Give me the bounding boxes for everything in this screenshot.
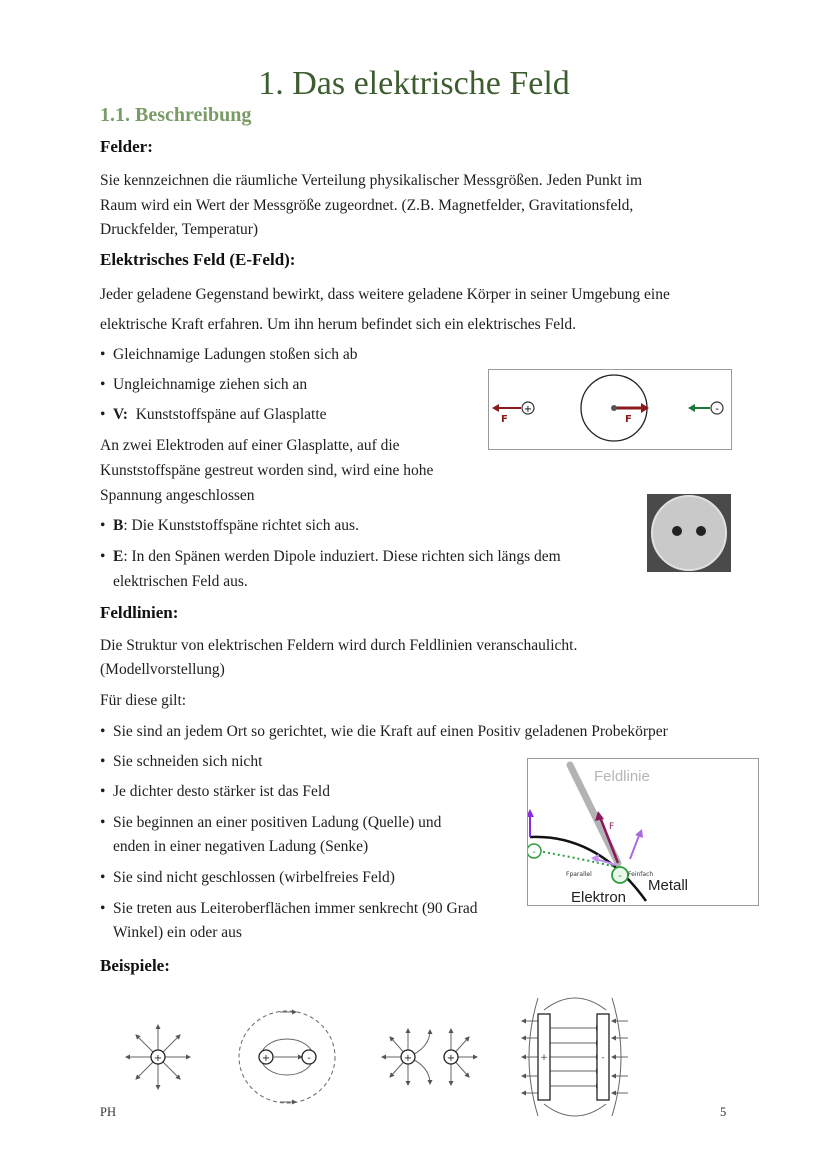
- heading-efeld: Elektrisches Feld (E-Feld):: [100, 250, 296, 269]
- example3-plus-right: +: [446, 1053, 456, 1064]
- erklaerung-label: E: [113, 548, 124, 565]
- exp-line-1: An zwei Elektroden auf einer Glasplatte, auf die: [100, 437, 400, 454]
- capacitor-minus: -: [601, 1053, 605, 1063]
- exp-line-3: Spannung angeschlossen: [100, 487, 255, 504]
- example2-minus: -: [307, 1053, 311, 1064]
- electron-start-sign: -: [532, 847, 536, 858]
- feldlinien-bullet-4: • Sie beginnen an einer positiven Ladung (Quelle) und: [100, 811, 441, 835]
- page-number: 5: [720, 1105, 727, 1119]
- felder-line-3: Druckfelder, Temperatur): [100, 221, 259, 238]
- electron-sign: -: [618, 869, 622, 882]
- electrode-right: [696, 526, 706, 536]
- section-heading: 1.1. Beschreibung: [100, 104, 252, 126]
- center-charge: [611, 405, 617, 411]
- heading-feldlinien: Feldlinien:: [100, 603, 179, 622]
- plus-sign-left: +: [523, 404, 533, 415]
- label-feldlinie: Feldlinie: [594, 768, 650, 785]
- efeld-bullet-3: [100, 403, 327, 427]
- label-metall: Metall: [648, 877, 689, 894]
- felder-line-1: Sie kennzeichnen die räumliche Verteilung physikalischer Messgrößen. Jeden Punkt im: [100, 172, 643, 189]
- beobachtung-text: : Die Kunststoffspäne richtet sich aus.: [123, 517, 359, 534]
- example-dipole: [239, 1011, 335, 1103]
- normal-arrowhead-left: [527, 809, 534, 817]
- photo-glass-plate: [647, 494, 731, 572]
- figure-metal-surface: [527, 758, 759, 906]
- example2-plus: +: [261, 1053, 271, 1064]
- example3-plus-left: +: [403, 1053, 413, 1064]
- figure-field-examples: [120, 988, 640, 1120]
- felder-line-2: Raum wird ein Wert der Messgröße zugeordnet. (Z.B. Magnetfelder, Gravitationsfeld,: [100, 197, 634, 214]
- right-charge-group: [688, 402, 723, 415]
- middle-field-group: [581, 375, 649, 441]
- force-arrowhead-left: [492, 404, 499, 412]
- erklaerung-line-2: elektrischen Feld aus.: [113, 573, 248, 590]
- footer-left: PH: [100, 1105, 116, 1119]
- efeld-line-1: Jeder geladene Gegenstand bewirkt, dass weitere geladene Körper in seiner Umgebung eine: [100, 286, 670, 303]
- example1-plus: +: [153, 1053, 163, 1064]
- feldlinien-bullet-2: • Sie schneiden sich nicht: [100, 750, 262, 774]
- feldlinien-bullet-1: • Sie sind an jedem Ort so gerichtet, wie die Kraft auf einen Positiv geladenen Probekörper: [100, 720, 668, 744]
- force-arrowhead-middle: [641, 403, 649, 413]
- figure-charges: [488, 369, 732, 450]
- versuch-label: V:: [113, 406, 128, 423]
- feldlinien-bullet-6-cont: Winkel) ein oder aus: [113, 924, 242, 941]
- label-elektron: Elektron: [571, 889, 627, 906]
- force-label-left: F: [501, 414, 508, 425]
- label-force-f: F: [609, 822, 615, 832]
- electrode-left: [672, 526, 682, 536]
- label-f-parallel: Fparallel: [566, 871, 592, 878]
- page-title: 1. Das elektrische Feld: [258, 65, 570, 102]
- normal-arrow-right: [630, 833, 640, 859]
- label-f-einfach: Feinfach: [628, 871, 654, 878]
- feldlinien-line-3: Für diese gilt:: [100, 692, 187, 709]
- exp-line-2: Kunststoffspäne gestreut worden sind, wird eine hohe: [100, 462, 434, 479]
- feldlinien-bullet-6: • Sie treten aus Leiteroberflächen immer senkrecht (90 Grad: [100, 897, 478, 921]
- minus-sign-right: -: [715, 404, 719, 415]
- erklaerung-text: : In den Spänen werden Dipole induziert. Diese richten sich längs dem: [123, 548, 561, 565]
- efeld-line-2: elektrische Kraft erfahren. Um ihn herum befindet sich ein elektrisches Feld.: [100, 316, 577, 333]
- example-two-positive: [382, 1029, 477, 1085]
- feldlinien-bullet-4-cont: enden in einer negativen Ladung (Senke): [113, 838, 369, 855]
- feldlinien-line-1: Die Struktur von elektrischen Feldern wird durch Feldlinien veranschaulicht.: [100, 637, 578, 654]
- heading-beispiele: Beispiele:: [100, 956, 170, 975]
- erklaerung-bullet: [100, 545, 561, 569]
- feldlinien-bullet-5: • Sie sind nicht geschlossen (wirbelfreies Feld): [100, 866, 395, 890]
- force-label-middle: F: [625, 414, 632, 425]
- feldlinien-bullet-3: • Je dichter desto stärker ist das Feld: [100, 780, 330, 804]
- left-charge-group: [492, 402, 534, 425]
- versuch-text: Kunststoffspäne auf Glasplatte: [135, 406, 327, 423]
- beobachtung-bullet: [100, 514, 359, 538]
- feldlinien-line-2: (Modellvorstellung): [100, 661, 225, 678]
- efeld-bullet-1: • Gleichnamige Ladungen stoßen sich ab: [100, 343, 357, 367]
- green-arrowhead-right: [688, 404, 695, 412]
- beobachtung-label: B: [113, 517, 124, 534]
- capacitor-plus: +: [540, 1053, 548, 1063]
- example-capacitor: [522, 998, 628, 1116]
- efeld-bullet-2: • Ungleichnamige ziehen sich an: [100, 373, 307, 397]
- heading-felder: Felder:: [100, 137, 153, 156]
